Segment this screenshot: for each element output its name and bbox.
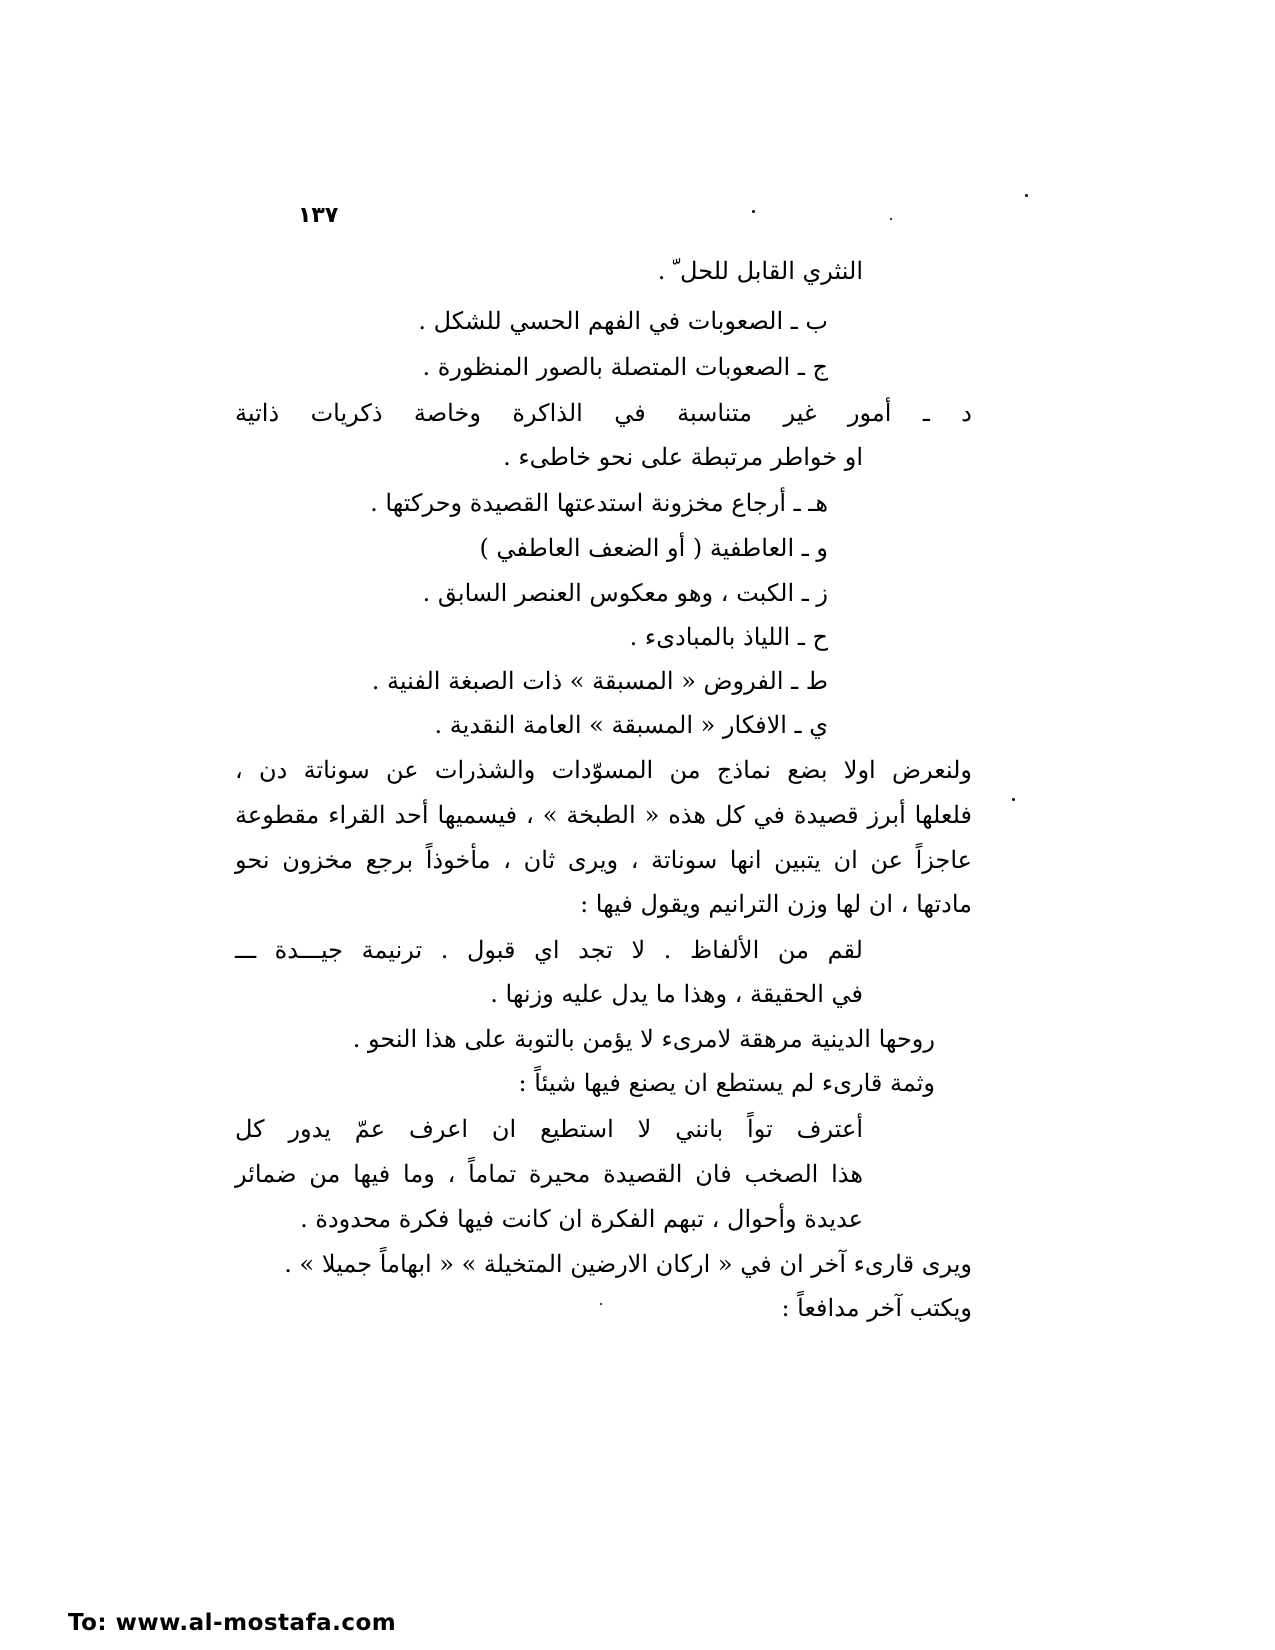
text-line: النثري القابل للحل ّ . — [657, 257, 863, 285]
list-item-y: ي ـ الافكار « المسبقة » العامة النقدية . — [434, 711, 828, 739]
quote-line: لقم من الألفاظ . لا تجد اي قبول . ترنيمة جيـــدة ـــ — [235, 936, 863, 964]
scan-speck — [890, 218, 892, 220]
list-item-ha: ح ـ اللياذ بالمبادىء . — [629, 623, 828, 651]
paragraph-line: ويكتب آخر مدافعاً : — [781, 1294, 972, 1322]
list-item-d: د ـ أمور غير متناسبة في الذاكرة وخاصة ذكريات ذاتية — [235, 399, 972, 427]
quote-line: هذا الصخب فان القصيدة محيرة تماماً ، وما فيها من ضمائر — [235, 1160, 864, 1188]
list-item-z: ز ـ الكبت ، وهو معكوس العنصر السابق . — [422, 579, 828, 607]
scan-speck — [1025, 194, 1028, 197]
scan-speck — [752, 210, 755, 213]
quote-line: أعترف تواً بانني لا استطيع ان اعرف عمّ يدور كل — [235, 1115, 863, 1143]
quote-line: في الحقيقة ، وهذا ما يدل عليه وزنها . — [490, 980, 863, 1008]
paragraph-line: ويرى قارىء آخر ان في « اركان الارضين المتخيلة » « ابهاماً جميلا » . — [284, 1250, 972, 1278]
scan-speck — [600, 1303, 602, 1305]
list-item-j: ج ـ الصعوبات المتصلة بالصور المنظورة . — [422, 353, 828, 381]
paragraph-line: وثمة قارىء لم يستطع ان يصنع فيها شيئاً : — [518, 1069, 935, 1097]
quote-line: روحها الدينية مرهقة لامرىء لا يؤمن بالتوبة على هذا النحو . — [352, 1025, 935, 1053]
list-item-w: و ـ العاطفية ( أو الضعف العاطفي ) — [479, 534, 828, 562]
paragraph-line: فلعلها أبرز قصيدة في كل هذه « الطبخة » ، فيسميها أحد القراء مقطوعة — [235, 801, 972, 829]
paragraph-line: مادتها ، ان لها وزن الترانيم ويقول فيها : — [580, 890, 972, 918]
paragraph-line: ولنعرض اولا بضع نماذج من المسوّدات والشذرات عن سوناتة دن ، — [235, 756, 973, 784]
list-item-b: ب ـ الصعوبات في الفهم الحسي للشكل . — [418, 307, 828, 335]
source-footer-link[interactable]: To: www.al-mostafa.com — [68, 1610, 397, 1636]
list-item-t: ط ـ الفروض « المسبقة » ذات الصبغة الفنية . — [371, 667, 828, 695]
scan-speck — [1012, 798, 1015, 801]
quote-line: عديدة وأحوال ، تبهم الفكرة ان كانت فيها فكرة محدودة . — [300, 1205, 863, 1233]
page-number: ١٣٧ — [298, 203, 339, 228]
paragraph-line: عاجزاً عن ان يتبين انها سوناتة ، ويرى ثان ، مأخوذاً برجع مخزون نحو — [235, 846, 972, 874]
list-item-h: هـ ـ أرجاع مخزونة استدعتها القصيدة وحركتها . — [370, 489, 828, 517]
text-line: او خواطر مرتبطة على نحو خاطىء . — [503, 443, 863, 471]
